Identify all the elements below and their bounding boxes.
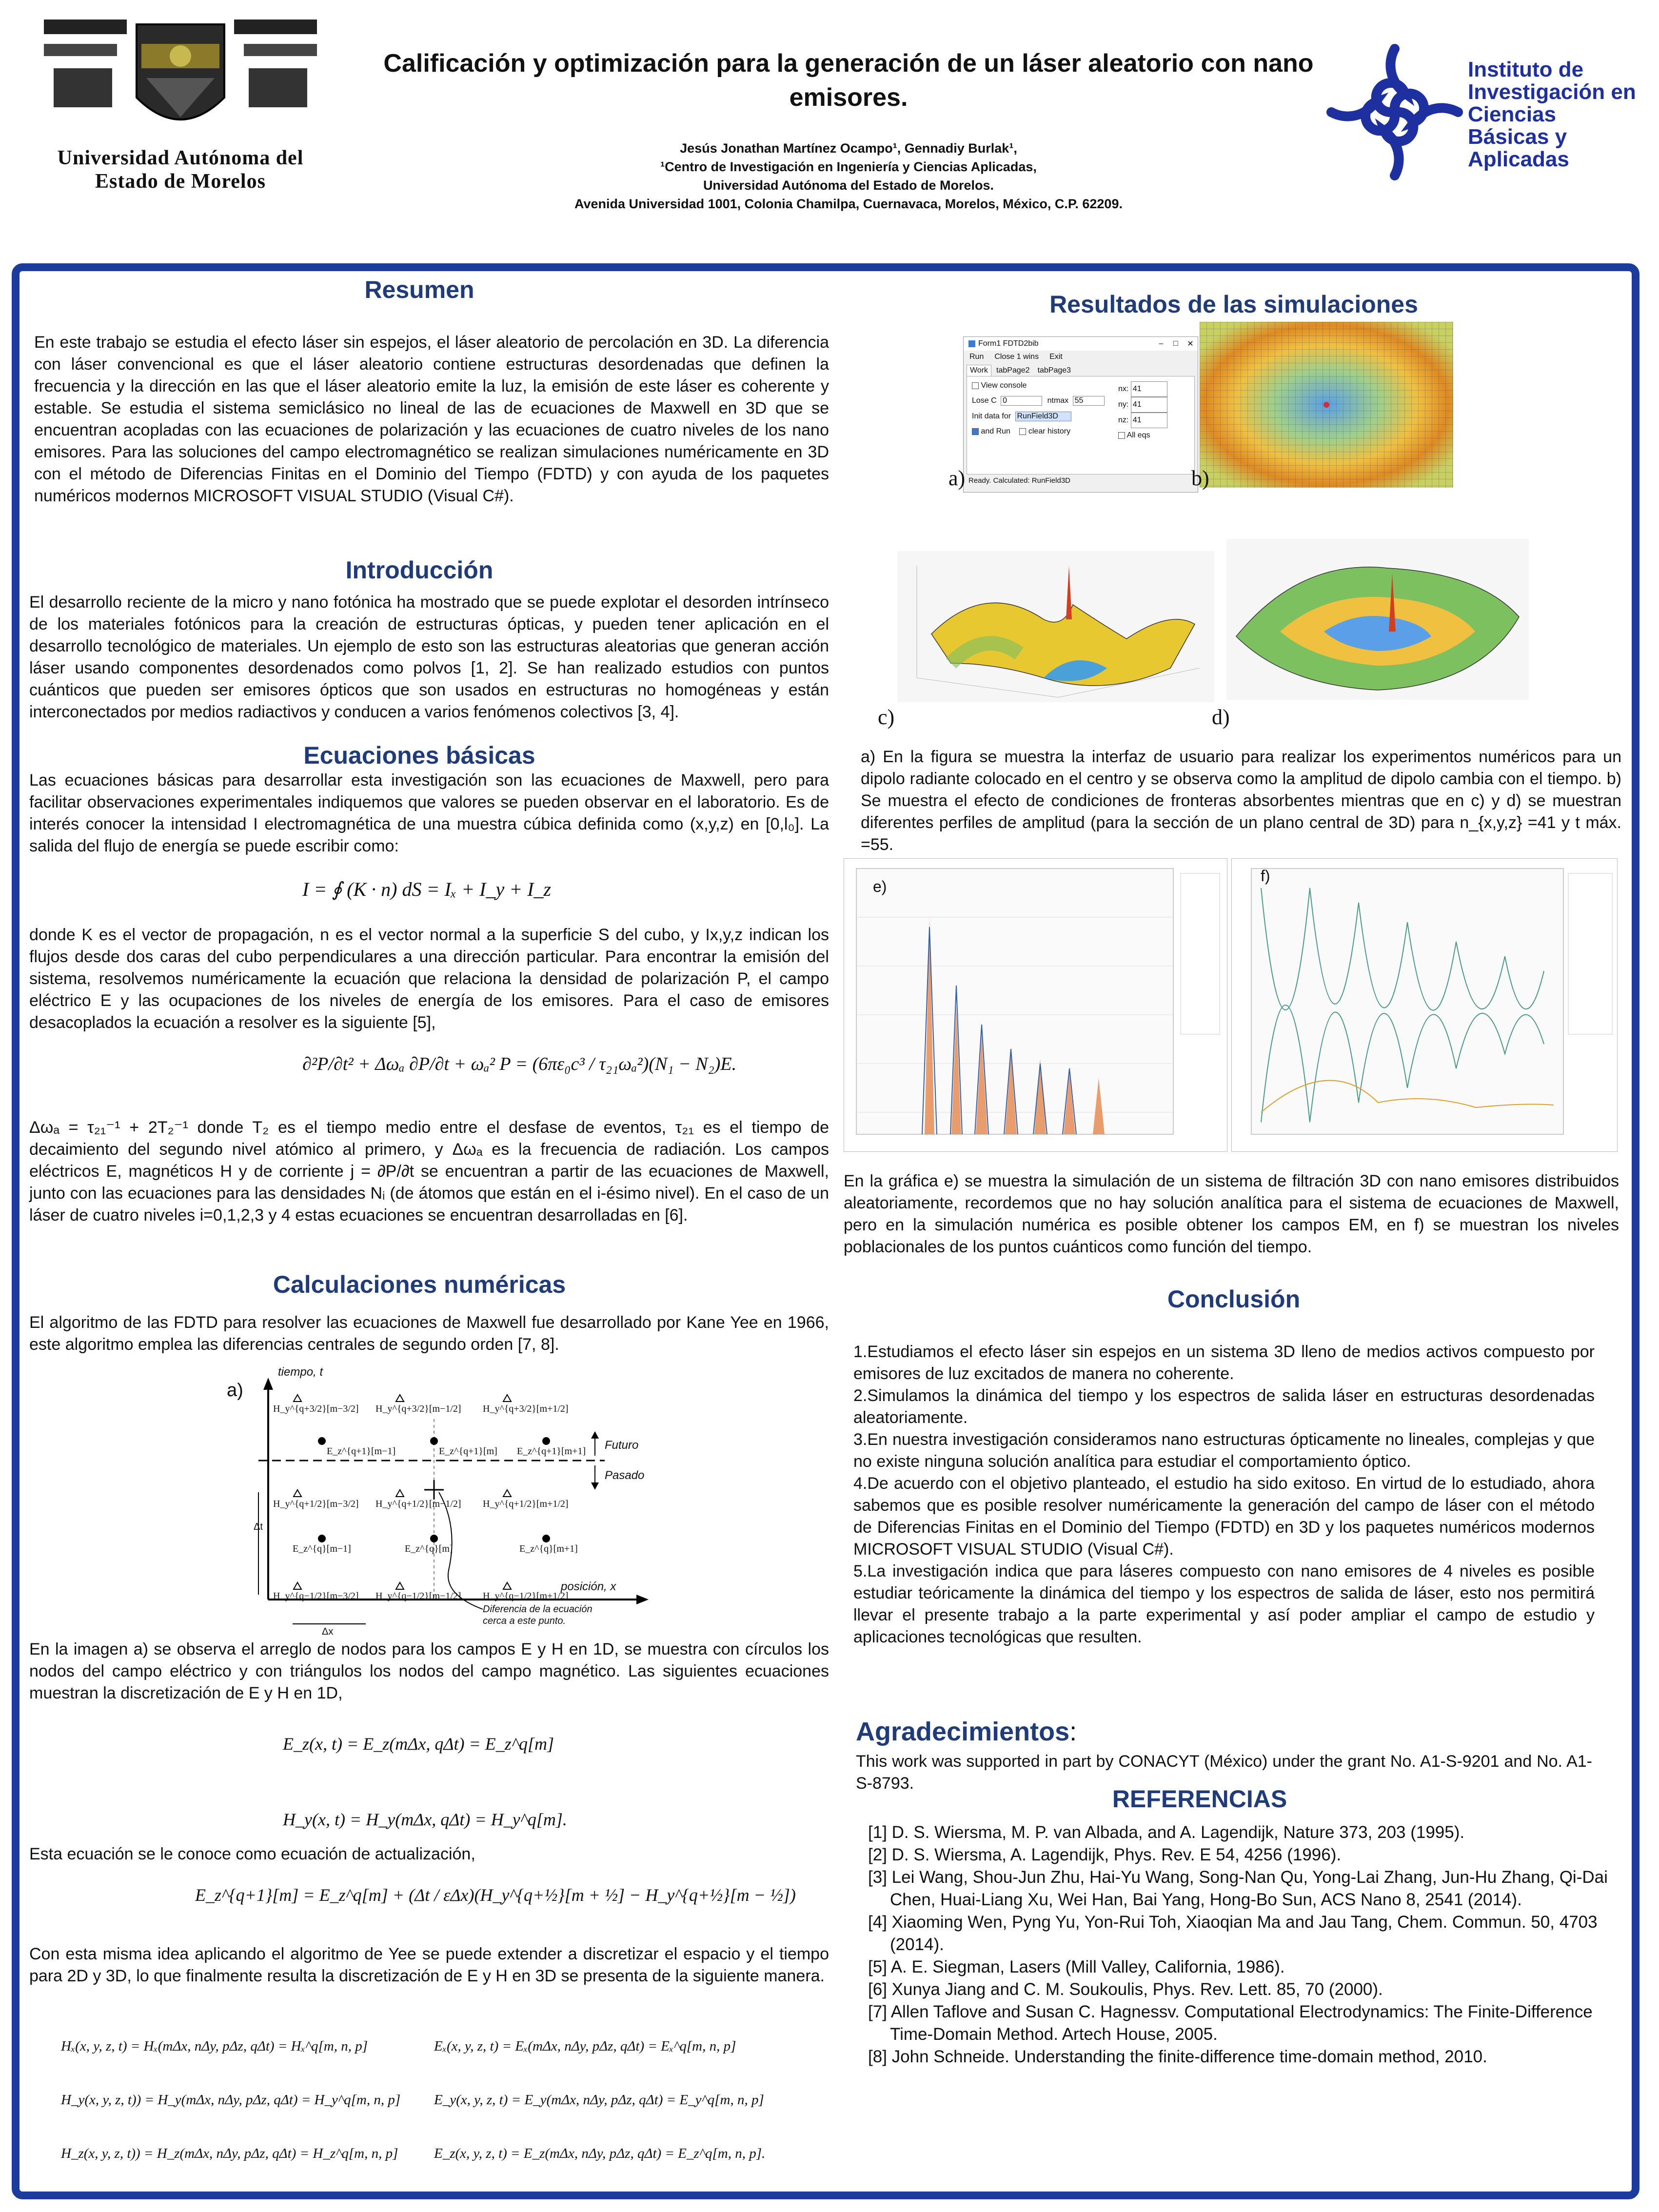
- yee-h-top-2: H_y^{q+3/2}[m+1/2]: [483, 1403, 569, 1414]
- init-select[interactable]: RunField3D: [1015, 412, 1071, 421]
- yee-dx-label: Δx: [322, 1626, 334, 1637]
- affiliation-3: Avenida Universidad 1001, Colonia Chamilpa, Cuernavaca, Morelos, México, C.P. 62209.: [574, 197, 1123, 211]
- yee-e-bot-2: E_z^{q}[m+1]: [519, 1543, 578, 1554]
- equation-ez-3d: E_z(x, y, z, t) = E_z(mΔx, nΔy, pΔz, qΔt) = E_z^q[m, n, p].: [434, 2146, 766, 2161]
- institute-line-5: Aplicadas: [1468, 147, 1569, 171]
- yee-future-label: Futuro: [605, 1439, 639, 1452]
- init-label: Init data for: [972, 412, 1011, 420]
- results-caption-1: a) En la figura se muestra la interfaz de usuario para realizar los experimentos numéricos para un dipolo radiante colocado en el centro y se observa como la amplitud de dipolo cambia con el tiempo. b) Se muestra el efecto de condiciones de fronteras absorbentes mientras que en c) y d) se muestran diferentes perfiles de amplitud (para la sección de un plano central de 3D) para n_{x,y,z} =41 y t máx. =55.: [861, 748, 1621, 854]
- gui-menubar: [964, 351, 1198, 363]
- authors: Jesús Jonathan Martínez Ocampo¹, Gennadiy Burlak¹,: [680, 141, 1017, 156]
- yee-h-mid-2: H_y^{q+1/2}[m+1/2]: [483, 1499, 569, 1509]
- equation-ey-3d: E_y(x, y, z, t) = E_y(mΔx, nΔy, pΔz, qΔt) = E_y^q[m, n, p]: [434, 2092, 764, 2108]
- h-node: [503, 1395, 511, 1402]
- ny-input[interactable]: 41: [1131, 397, 1167, 413]
- conclusion-item-1: 1.Estudiamos el efecto láser sin espejos en un sistema 3D lleno de medios activos compuesto por emisores de luz excitados de manera no coherente.: [853, 1343, 1595, 1383]
- university-seal-icon: [44, 15, 317, 141]
- reference-item: [3] Lei Wang, Shou-Jun Zhu, Hai-Yu Wang, Song-Nan Qu, Yong-Lai Zhang, Jun-Hu Zhang, Qi-Dai Chen, Huai-Liang Xu, Wei Han, Bai Yang, Hong-Bo Sun, ACS Nano 8, 2541 (2014).: [868, 1868, 1608, 1909]
- equation-ez-1d: E_z(x, t) = E_z(mΔx, qΔt) = E_z^q[m]: [283, 1734, 554, 1754]
- institute-name: [1468, 59, 1653, 171]
- menu-run[interactable]: Run: [969, 353, 984, 361]
- reference-item: [4] Xiaoming Wen, Pyng Yu, Yon-Rui Toh, Xiaoqian Ma and Jau Tang, Chem. Commun. 50, 4703 (2014).: [868, 1913, 1598, 1954]
- gui-tabs: [964, 363, 1198, 376]
- tab-page3[interactable]: tabPage3: [1037, 366, 1071, 375]
- surface-plot-d: [1226, 539, 1529, 700]
- surface-plot-c: [897, 551, 1214, 702]
- gui-tab-body: [967, 376, 1195, 474]
- h-node: [503, 1490, 511, 1497]
- nx-label: nx:: [1118, 385, 1129, 393]
- e-node: [318, 1437, 326, 1445]
- fig-label-a: a): [948, 466, 966, 490]
- e-node: [430, 1535, 438, 1542]
- spectrum-chart-e: [844, 858, 1227, 1152]
- agradecimientos-text: This work was supported in part by CONACYT (México) under the grant No. A1-S-9201 and No. A1-S-8793.: [856, 1752, 1592, 1793]
- h-node: [503, 1582, 511, 1589]
- yee-figure-label: a): [227, 1380, 243, 1401]
- minimize-icon[interactable]: –: [1159, 339, 1164, 348]
- yee-e-bot-0: E_z^{q}[m−1]: [293, 1543, 351, 1554]
- yee-h-bot-1: H_y^{q−1/2}[m−1/2]: [375, 1591, 461, 1601]
- population-chart-f: [1231, 858, 1618, 1152]
- lose-c-row: [972, 396, 1105, 406]
- gui-titlebar: [964, 337, 1198, 351]
- resumen-text: En este trabajo se estudia el efecto láser sin espejos, el láser aleatorio de percolación en 3D. La diferencia con láser convencional es que el láser aleatorio contiene estructuras desordenadas que definen la frecuencia y la dirección en las que el láser aleatorio emite la luz, la emisión de este láser es coherente y estable. Se estudia el sistema semiclásico no lineal de las de ecuaciones de Maxwell en 3D que se encuentran acopladas con las ecuaciones de polarización y las ecuaciones de cuatro niveles de los nano emisores. Para las soluciones del campo electromagnético se realizan simulaciones numéricamente en 3D con el método de Diferencias Finitas en el Dominio del Tiempo (FDTD) y con ayuda de los paquetes numéricos modernos MICROSOFT VISUAL STUDIO (Visual C#).: [34, 333, 829, 505]
- institute-logo: [1326, 39, 1463, 185]
- equation-intensity: I = ∮ (K · n) dS = Iₓ + I_y + I_z: [302, 878, 552, 900]
- conclusion-list: [853, 1341, 1595, 1648]
- run-row: [972, 427, 1070, 436]
- institute-line-2: Investigación en: [1468, 80, 1636, 104]
- fig-label-c: c): [878, 705, 895, 729]
- agradecimientos-heading: Agradecimientos:: [856, 1717, 1077, 1746]
- yee-h-bot-2: H_y^{q−1/2}[m+1/2]: [483, 1591, 569, 1601]
- yee-time-label: tiempo, t: [278, 1365, 323, 1379]
- reference-list: [868, 1821, 1609, 2068]
- e-node: [318, 1535, 326, 1542]
- clear-history-checkbox[interactable]: [1019, 428, 1026, 435]
- equation-ex-3d: Eₓ(x, y, z, t) = Eₓ(mΔx, nΔy, pΔz, qΔt) = Eₓ^q[m, n, p]: [434, 2038, 736, 2054]
- reference-item: [6] Xunya Jiang and C. M. Soukoulis, Phys. Rev. Lett. 85, 70 (2000).: [868, 1980, 1383, 1999]
- h-node: [294, 1395, 301, 1402]
- amplitude-surface-c: [897, 551, 1214, 702]
- yee-h-bot-0: H_y^{q−1/2}[m−3/2]: [273, 1591, 359, 1601]
- surface-plot-b: [1200, 322, 1453, 488]
- university-line-1: Universidad Autónoma del: [57, 147, 304, 169]
- yee-dt-label: Δt: [254, 1521, 263, 1532]
- fig-label-b: b): [1191, 466, 1209, 490]
- poster-title: Calificación y optimización para la generación de un láser aleatorio con nano emisores.: [383, 49, 1314, 112]
- maximize-icon[interactable]: □: [1173, 339, 1178, 348]
- results-caption-2: En la gráfica e) se muestra la simulación de un sistema de filtración 3D con nano emisores distribuidos aleatoriamente, recordemos que no hay solución analítica para el sistema de ecuaciones de Maxwell, pero en la simulación numérica es posible obtener los campos EM, en f) se muestran los niveles poblacionales de los puntos cuánticos como función del tiempo.: [844, 1172, 1619, 1256]
- view-console-checkbox[interactable]: [972, 382, 979, 389]
- equation-hz-3d: H_z(x, y, z, t)) = H_z(mΔx, nΔy, pΔz, qΔt) = H_z^q[m, n, p]: [61, 2146, 398, 2161]
- university-line-2: Estado de Morelos: [95, 170, 266, 193]
- menu-close-wins[interactable]: Close 1 wins: [994, 353, 1039, 361]
- affiliation-2: Universidad Autónoma del Estado de Morelos.: [703, 178, 994, 193]
- conclusion-heading: Conclusión: [1167, 1285, 1301, 1313]
- authors-block: [371, 139, 1326, 213]
- clear-history-label: clear history: [1028, 427, 1071, 435]
- reference-item: [7] Allen Taflove and Susan C. Hagnessv. Computational Electrodynamics: The Finite-Difference Time-Domain Method. Artech House, 2005.: [868, 2002, 1593, 2044]
- resumen-heading: Resumen: [364, 276, 474, 303]
- conclusion-item-5: 5.La investigación indica que para láseres compuesto con nano emisores de 4 niveles es posible estudiar teóricamente la dinámica del tiempo y los espectros de salida de láser, esto nos permitirá llevar el presente trabajo a la parte experimental y así poder ampliar el campo de estudio y aplicaciones tecnológicas que resulten.: [853, 1562, 1595, 1646]
- all-eqs-label: All eqs: [1126, 431, 1150, 439]
- fig-label-e: e): [873, 878, 887, 895]
- e-node: [542, 1535, 550, 1542]
- nx-input[interactable]: 41: [1131, 381, 1167, 397]
- fig-label-d: d): [1212, 705, 1230, 729]
- calc-text-4: Con esta misma idea aplicando el algoritmo de Yee se puede extender a discretizar el espacio y el tiempo para 2D y 3D, lo que finalmente resulta la discretización de E y H en 3D se presenta de la siguiente manera.: [29, 1945, 829, 1985]
- yee-h-mid-0: H_y^{q+1/2}[m−3/2]: [273, 1499, 359, 1509]
- app-icon: [968, 340, 975, 347]
- reference-item: [8] John Schneide. Understanding the finite-difference time-domain method, 2010.: [868, 2047, 1487, 2066]
- gui-status: Ready. Calculated: RunField3D: [968, 476, 1070, 485]
- nz-input[interactable]: 41: [1131, 413, 1167, 428]
- institute-line-1: Instituto de: [1468, 58, 1584, 81]
- all-eqs-checkbox[interactable]: [1118, 432, 1125, 439]
- ny-label: ny:: [1118, 400, 1129, 409]
- grid-size-group: [1118, 381, 1167, 443]
- yee-diff-label: Diferencia de la ecuación cerca a este punto.: [483, 1604, 592, 1626]
- conclusion-item-3: 3.En nuestra investigación consideramos nano estructuras ópticamente no lineales, complejas y que no existe ninguna solución analítica para estudiar el comportamiento óptico.: [853, 1430, 1595, 1471]
- ecuaciones-text-2: donde K es el vector de propagación, n es el vector normal a la superficie S del cubo, y Ix,y,z indican los flujos desde dos caras del cubo perpendiculares a una dirección particular. Para encontrar la emisión del sistema, resolvemos numéricamente la ecuación que relaciona la densidad de polarización P, el campo eléctrico E y las ocupaciones de los niveles de energía de los emisores. Para el caso de emisores desacoplados la ecuación a resolver es la siguiente [5],: [29, 926, 829, 1032]
- h-node: [294, 1490, 301, 1497]
- agradecimientos-title: Agradecimientos: [856, 1717, 1070, 1746]
- ntmax-label: ntmax: [1047, 396, 1069, 405]
- ecuaciones-text-3: Δωₐ = τ₂₁⁻¹ + 2T₂⁻¹ donde T₂ es el tiempo medio entre el desfase de eventos, τ₂₁ es el tiempo de decaimiento del segundo nivel atómico al primero, y Δωₐ es la frecuencia de radiación. Los campos eléctricos E, magnéticos H y de corriente j = ∂P/∂t se encuentran a partir de las ecuaciones de Maxwell, junto con las ecuaciones para las densidades Nᵢ (de átomos que están en el i-ésimo nivel). En el caso de un láser de cuatro niveles i=0,1,2,3 y 4 estas ecuaciones se encuentran desarrolladas en [6].: [29, 1118, 829, 1224]
- population-plot: [1232, 859, 1617, 1151]
- spiral-logo-icon: [1326, 39, 1463, 185]
- yee-e-bot-1: E_z^{q}[m]: [405, 1543, 453, 1554]
- amplitude-map-b: [1200, 322, 1453, 488]
- h-node: [294, 1582, 301, 1589]
- institute-line-4: Básicas y: [1468, 125, 1567, 149]
- menu-exit[interactable]: Exit: [1049, 353, 1063, 361]
- view-console-row: [972, 381, 1027, 390]
- equation-update: E_z^{q+1}[m] = E_z^q[m] + (Δt / εΔx)(H_y^{q+½}[m + ½] − H_y^{q+½}[m − ½]): [195, 1885, 796, 1905]
- resultados-heading: Resultados de las simulaciones: [1049, 291, 1418, 318]
- ecuaciones-text-1: Las ecuaciones básicas para desarrollar esta investigación son las ecuaciones de Maxwell, pero para facilitar observaciones experimentales indiquemos que valores se pueden observar en el laboratorio. Es de interés conocer la intensidad I electromagnética de una muestra cúbica definida como (x,y,z) en [0,l₀]. La salida del flujo de energía se puede escribir como:: [29, 771, 829, 855]
- ntmax-input[interactable]: 55: [1073, 396, 1105, 406]
- and-run-checkbox[interactable]: [972, 428, 979, 435]
- conclusion-item-2: 2.Simulamos la dinámica del tiempo y los espectros de salida láser en estructuras desordenadas aleatoriamente.: [853, 1386, 1595, 1427]
- equation-polarization: ∂²P/∂t² + Δωₐ ∂P/∂t + ωₐ² P = (6πε₀c³ / τ₂₁ωₐ²)(N₁ − N₂)E.: [302, 1054, 737, 1074]
- tab-page2[interactable]: tabPage2: [996, 366, 1030, 375]
- institute-line-3: Ciencias: [1468, 102, 1556, 126]
- intro-text: El desarrollo reciente de la micro y nano fotónica ha mostrado que se puede explotar el desorden intrínseco de los materiales fotónicos para la creación de estructuras ópticas, y pueden tener aplicación en el desarrollo tecnológico de materiales. Un ejemplo de esto son las estructuras aleatorias que generan acción láser usando componentes desordenados como polvos [1, 2]. Se han realizado estudios con puntos cuánticos que pueden ser emisores ópticos que son usados en estructuras no homogéneas y están interconectados por medios radiactivos y conducen a varios fenómenos colectivos [3, 4].: [29, 593, 829, 721]
- reference-item: [2] D. S. Wiersma, A. Lagendijk, Phys. Rev. E 54, 4256 (1996).: [868, 1845, 1342, 1864]
- referencias-heading: REFERENCIAS: [1112, 1785, 1287, 1813]
- yee-position-label: posición, x: [561, 1580, 616, 1593]
- yee-h-top-0: H_y^{q+3/2}[m−3/2]: [273, 1403, 359, 1414]
- equation-hx-3d: Hₓ(x, y, z, t) = Hₓ(mΔx, nΔy, pΔz, qΔt) = Hₓ^q[m, n, p]: [61, 2038, 368, 2054]
- lose-c-input[interactable]: 0: [1001, 396, 1042, 406]
- tab-work[interactable]: Work: [967, 365, 991, 376]
- calc-text-1: El algoritmo de las FDTD para resolver las ecuaciones de Maxwell fue desarrollado por Kane Yee en 1966, este algoritmo emplea las diferencias centrales de segundo orden [7, 8].: [29, 1313, 829, 1354]
- gui-window-title: Form1 FDTD2bib: [978, 339, 1039, 348]
- nz-label: nz:: [1118, 416, 1129, 424]
- calc-text-2: En la imagen a) se observa el arreglo de nodos para los campos E y H en 1D, se muestra con círculos los nodos del campo eléctrico y con triángulos los nodos del campo magnético. Las siguientes ecuaciones muestran la discretización de E y H en 1D,: [29, 1640, 829, 1702]
- calc-text-3: Esta ecuación se le conoce como ecuación de actualización,: [29, 1845, 475, 1863]
- h-node: [396, 1395, 404, 1402]
- calc-heading: Calculaciones numéricas: [273, 1271, 566, 1298]
- h-node: [396, 1490, 404, 1497]
- yee-e-mid-0: E_z^{q+1}[m−1]: [327, 1446, 396, 1457]
- conclusion-item-4: 4.De acuerdo con el objetivo planteado, el estudio ha sido exitoso. En virtud de lo estudiado, ahora sabemos que es posible resolver numéricamente la generación del campo de láser con el método de Diferencias Finitas en el Dominio del Tiempo (FDTD) en 3D y los paquetes numéricos modernos MICROSOFT VISUAL STUDIO (Visual C#).: [853, 1474, 1595, 1559]
- yee-e-mid-2: E_z^{q+1}[m+1]: [517, 1446, 586, 1457]
- yee-h-mid-1: H_y^{q+1/2}[m−1/2]: [375, 1499, 461, 1509]
- and-run-label: and Run: [981, 427, 1010, 435]
- ecuaciones-heading: Ecuaciones básicas: [303, 742, 535, 769]
- fig-label-f: f): [1261, 867, 1270, 885]
- view-console-label: View console: [981, 381, 1027, 390]
- yee-past-label: Pasado: [605, 1469, 645, 1482]
- affiliation-1: ¹Centro de Investigación en Ingeniería y Ciencias Aplicadas,: [660, 159, 1037, 174]
- reference-item: [1] D. S. Wiersma, M. P. van Albada, and A. Lagendijk, Nature 373, 203 (1995).: [868, 1823, 1465, 1842]
- lose-c-label: Lose C: [972, 396, 997, 405]
- e-node: [542, 1437, 550, 1445]
- close-icon[interactable]: ✕: [1187, 340, 1194, 348]
- e-node: [430, 1437, 438, 1445]
- spectrum-plot: [844, 859, 1227, 1151]
- intro-heading: Introducción: [345, 556, 494, 584]
- yee-h-top-1: H_y^{q+3/2}[m−1/2]: [375, 1403, 461, 1414]
- gui-window: [963, 336, 1198, 493]
- reference-item: [5] A. E. Siegman, Lasers (Mill Valley, California, 1986).: [868, 1957, 1285, 1976]
- init-row: [972, 412, 1071, 421]
- yee-grid-figure: [254, 1365, 653, 1639]
- university-name: [34, 146, 327, 193]
- equation-hy-1d: H_y(x, t) = H_y(mΔx, qΔt) = H_y^q[m].: [283, 1810, 567, 1829]
- amplitude-surface-d: [1226, 539, 1529, 700]
- h-node: [396, 1582, 404, 1589]
- equation-hy-3d: H_y(x, y, z, t)) = H_y(mΔx, nΔy, pΔz, qΔt) = H_y^q[m, n, p]: [61, 2092, 401, 2108]
- yee-e-mid-1: E_z^{q+1}[m]: [439, 1446, 497, 1457]
- university-logo: [44, 15, 317, 141]
